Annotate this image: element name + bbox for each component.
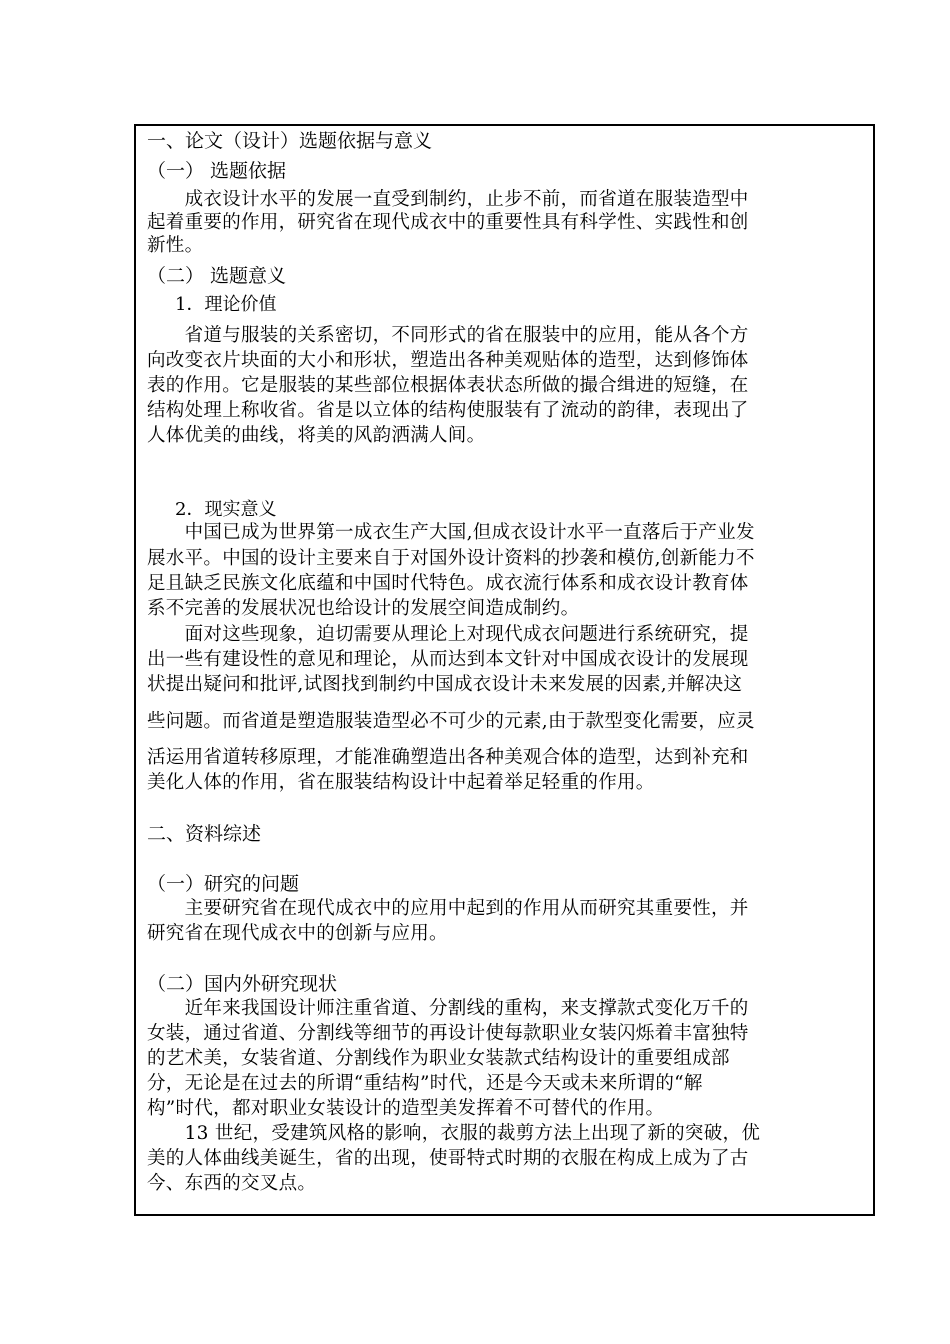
- section2-title: 二、资料综述: [147, 823, 262, 845]
- paragraph-line: 向改变衣片块面的大小和形状，塑造出各种美观贴体的造型，达到修饰体: [147, 350, 749, 371]
- paragraph-line: 成衣设计水平的发展一直受到制约，止步不前，而省道在服装造型中: [147, 189, 749, 210]
- paragraph-line: 近年来我国设计师注重省道、分割线的重构，来支撑款式变化万千的: [147, 998, 749, 1019]
- meaning-heading: （二） 选题意义: [147, 265, 287, 287]
- paragraph-line: 女装，通过省道、分割线等细节的再设计使每款职业女装闪烁着丰富独特: [147, 1023, 749, 1044]
- paragraph-line: 活运用省道转移原理，才能准确塑造出各种美观合体的造型，达到补充和: [147, 747, 749, 768]
- paragraph-line: 主要研究省在现代成衣中的应用中起到的作用从而研究其重要性，并: [147, 898, 749, 919]
- practical-heading: 2．现实意义: [175, 499, 277, 520]
- paragraph-line: 状提出疑问和批评,试图找到制约中国成衣设计未来发展的因素,并解决这: [147, 674, 743, 695]
- paragraph-line: 人体优美的曲线，将美的风韵洒满人间。: [147, 425, 486, 446]
- paragraph-line: 13 世纪，受建筑风格的影响，衣服的裁剪方法上出现了新的突破，优: [147, 1123, 761, 1144]
- status-heading: （二）国内外研究现状: [147, 973, 338, 995]
- paragraph-line: 面对这些现象，迫切需要从理论上对现代成衣问题进行系统研究，提: [147, 624, 749, 645]
- paragraph-line: 起着重要的作用，研究省在现代成衣中的重要性具有科学性、实践性和创: [147, 212, 749, 233]
- basis-heading: （一） 选题依据: [147, 160, 287, 182]
- problem-heading: （一）研究的问题: [147, 873, 300, 895]
- paragraph-line: 表的作用。它是服装的某些部位根据体表状态所做的撮合缉进的短缝，在: [147, 375, 749, 396]
- paragraph-line: 美的人体曲线美诞生，省的出现，使哥特式时期的衣服在构成上成为了古: [147, 1148, 749, 1169]
- paragraph-line: 构”时代，都对职业女装设计的造型美发挥着不可替代的作用。: [147, 1098, 665, 1119]
- paragraph-line: 出一些有建设性的意见和理论，从而达到本文针对中国成衣设计的发展现: [147, 649, 749, 670]
- paragraph-line: 的艺术美，女装省道、分割线作为职业女装款式结构设计的重要组成部: [147, 1048, 730, 1069]
- paragraph-line: 些问题。而省道是塑造服装造型必不可少的元素,由于款型变化需要，应灵: [147, 711, 755, 732]
- paragraph-line: 系不完善的发展状况也给设计的发展空间造成制约。: [147, 598, 580, 619]
- section1-title: 一、论文（设计）选题依据与意义: [147, 130, 433, 152]
- paragraph-line: 足且缺乏民族文化底蕴和中国时代特色。成衣流行体系和成衣设计教育体: [147, 573, 749, 594]
- theory-heading: 1．理论价值: [175, 294, 277, 315]
- paragraph-line: 中国已成为世界第一成衣生产大国,但成衣设计水平一直落后于产业发: [147, 522, 755, 543]
- paragraph-line: 结构处理上称收省。省是以立体的结构使服装有了流动的韵律，表现出了: [147, 400, 749, 421]
- paragraph-line: 研究省在现代成衣中的创新与应用。: [147, 923, 448, 944]
- paragraph-line: 分，无论是在过去的所谓“重结构”时代，还是今天或未来所谓的“解: [147, 1073, 703, 1094]
- paragraph-line: 美化人体的作用，省在服装结构设计中起着举足轻重的作用。: [147, 772, 655, 793]
- paragraph-line: 展水平。中国的设计主要来自于对国外设计资料的抄袭和模仿,创新能力不: [147, 548, 755, 569]
- paragraph-line: 省道与服装的关系密切，不同形式的省在服装中的应用，能从各个方: [147, 325, 749, 346]
- paragraph-line: 新性。: [147, 235, 204, 256]
- paragraph-line: 今、东西的交叉点。: [147, 1173, 317, 1194]
